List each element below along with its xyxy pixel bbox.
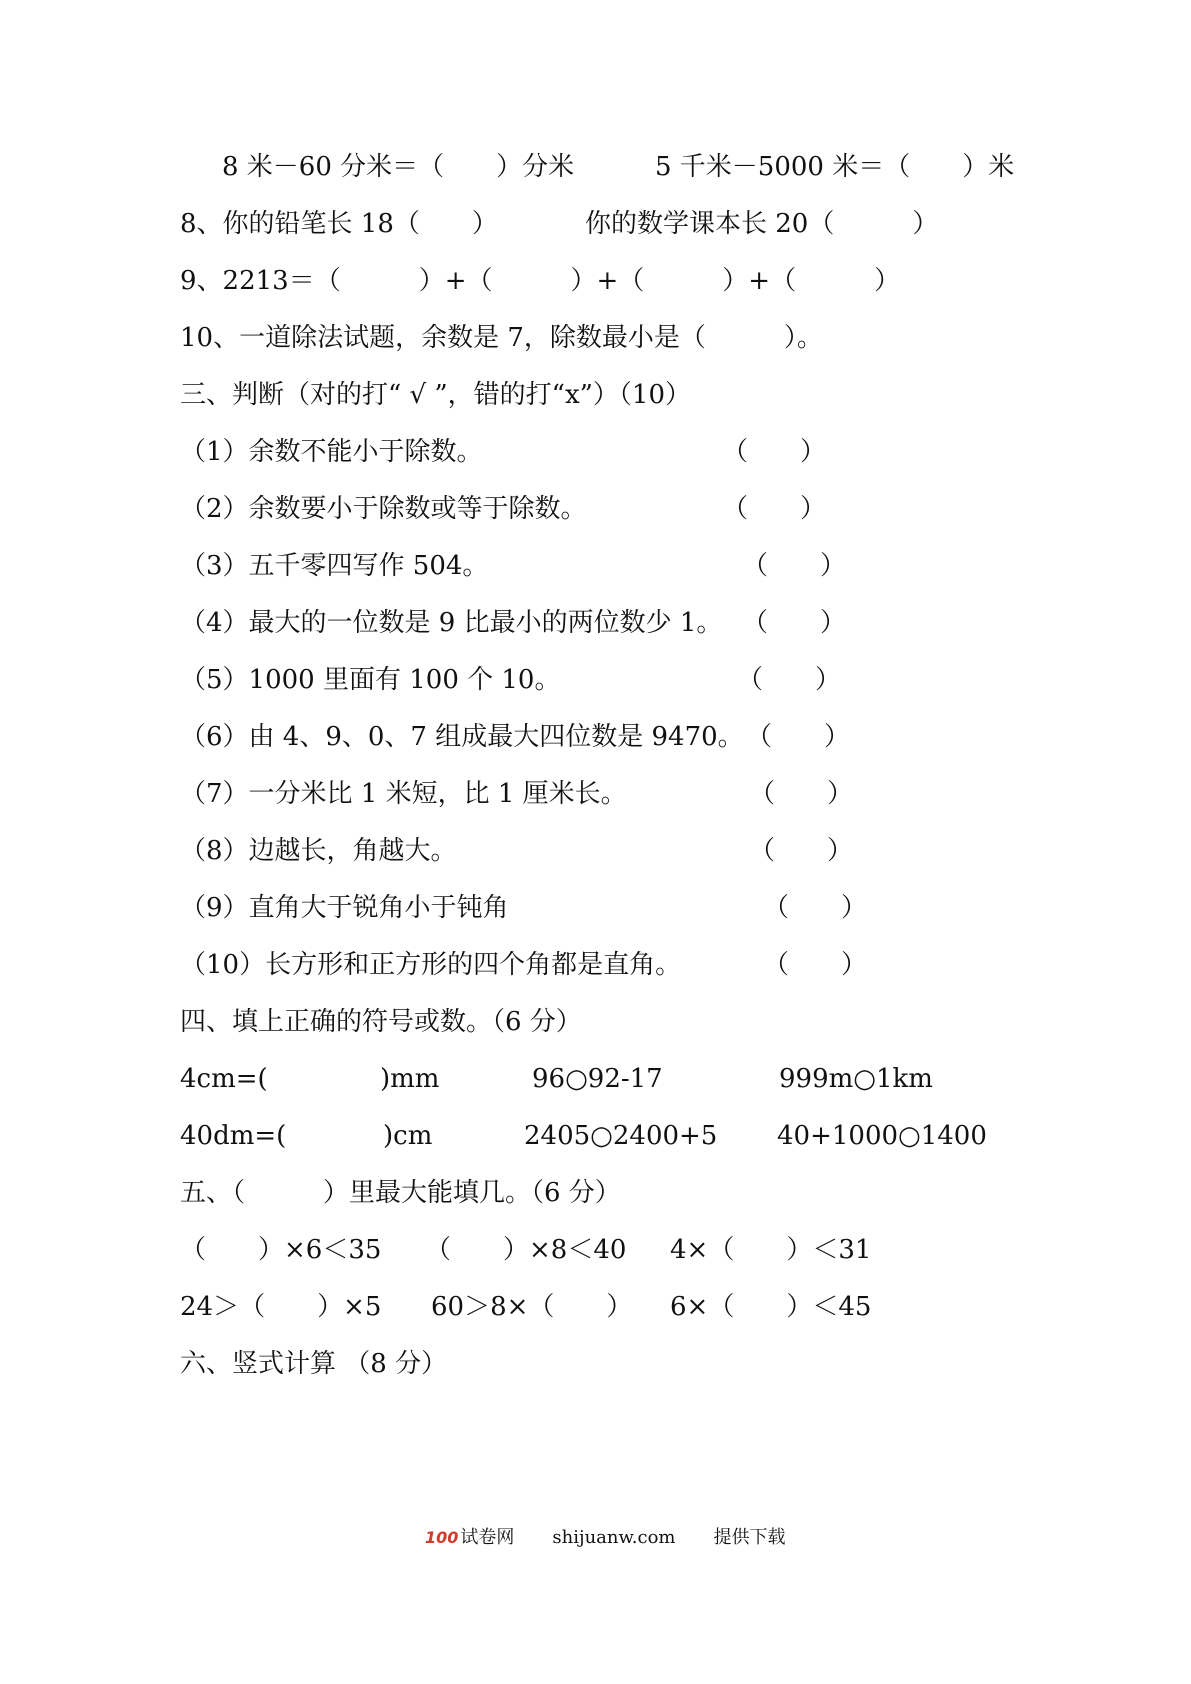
judge-item-4-blank: （ ）: [742, 608, 847, 638]
judge-item-1-blank: （ ）: [722, 437, 827, 467]
fill-row-1-a: 4cm=(: [180, 1064, 268, 1094]
judge-item-6-blank: （ ）: [746, 722, 851, 752]
judge-item-5-blank: （ ）: [737, 665, 842, 695]
page-footer: [425, 1523, 785, 1549]
judge-item-3-blank: （ ）: [742, 551, 847, 581]
section-4-heading: 四、填上正确的符号或数。（6 分）: [180, 1007, 582, 1037]
judge-item-8: （8）边越长，角越大。: [180, 836, 457, 866]
judge-item-3: （3）五千零四写作 504。: [180, 551, 489, 581]
judge-item-2: （2）余数要小于除数或等于除数。: [180, 494, 587, 524]
judge-item-2-blank: （ ）: [722, 494, 827, 524]
fill-row-1-b: 96○92-17: [532, 1064, 663, 1094]
max-fill-row-1-b: （ ）×8＜40: [425, 1235, 627, 1265]
fill-row-2-b: 2405○2400+5: [524, 1121, 718, 1151]
max-fill-row-2-c: 6×（ ）＜45: [670, 1292, 872, 1322]
judge-item-8-blank: （ ）: [749, 836, 854, 866]
fill-row-1-a-unit: )mm: [380, 1064, 440, 1094]
question-10: 10、一道除法试题，余数是 7，除数最小是（ ）。: [180, 323, 823, 353]
section-6-heading: 六、竖式计算 （8 分）: [180, 1349, 448, 1379]
fill-row-1-c: 999m○1km: [779, 1064, 933, 1094]
judge-item-6: （6）由 4、9、0、7 组成最大四位数是 9470。: [180, 722, 744, 752]
judge-item-10-blank: （ ）: [763, 950, 868, 980]
site-logo: 100: [425, 1528, 459, 1547]
judge-item-4: （4）最大的一位数是 9 比最小的两位数少 1。: [180, 608, 723, 638]
max-fill-row-2-b: 60＞8×（ ）: [431, 1292, 633, 1322]
judge-item-7-blank: （ ）: [749, 779, 854, 809]
judge-item-7: （7）一分米比 1 米短，比 1 厘米长。: [180, 779, 627, 809]
site-name: 试卷网: [460, 1527, 515, 1548]
section-5-heading: 五、（ ）里最大能填几。（6 分）: [180, 1178, 621, 1208]
fill-row-2-a-unit: )cm: [383, 1121, 433, 1151]
judge-item-9-blank: （ ）: [763, 893, 868, 923]
question-9: 9、2213＝（ ）+（ ）+（ ）+（ ）: [180, 266, 901, 296]
site-domain[interactable]: shijuanw.com: [552, 1527, 676, 1548]
question-8-part-2: 你的数学课本长 20（ ）: [585, 209, 939, 239]
download-note: 提供下载: [713, 1527, 786, 1548]
question-8-part-1: 8、你的铅笔长 18（ ）: [180, 209, 498, 239]
max-fill-row-2-a: 24＞（ ）×5: [180, 1292, 382, 1322]
section-3-heading: 三、判断（对的打“ √ ”，错的打“x”）（10）: [180, 380, 692, 410]
judge-item-9: （9）直角大于锐角小于钝角: [180, 893, 509, 923]
judge-item-5: （5）1000 里面有 100 个 10。: [180, 665, 561, 695]
max-fill-row-1-c: 4×（ ）＜31: [670, 1235, 872, 1265]
judge-item-1: （1）余数不能小于除数。: [180, 437, 483, 467]
question-7-line-1: 8 米－60 分米＝（ ）分米: [222, 152, 575, 182]
judge-item-10: （10）长方形和正方形的四个角都是直角。: [180, 950, 682, 980]
fill-row-2-c: 40+1000○1400: [777, 1121, 987, 1151]
fill-row-2-a: 40dm=(: [180, 1121, 287, 1151]
question-7-line-2: 5 千米－5000 米＝（ ）米: [655, 152, 1015, 182]
max-fill-row-1-a: （ ）×6＜35: [180, 1235, 382, 1265]
